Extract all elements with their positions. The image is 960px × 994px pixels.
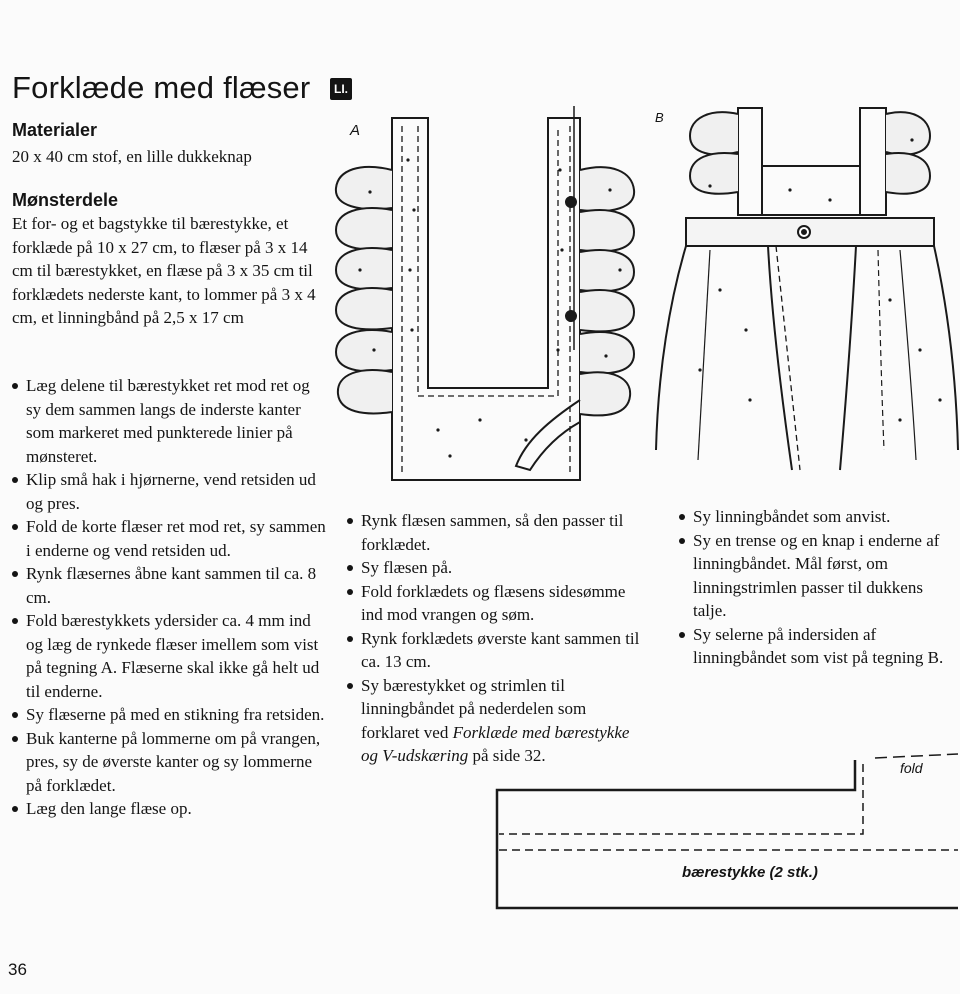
page-number: 36	[8, 960, 27, 979]
list-item: Sy flæsen på.	[345, 556, 645, 580]
list-item: Sy flæserne på med en stikning fra retsiden.	[10, 703, 328, 727]
step-text: Sy bærestykket og strimlen til linningbåndet på nederdelen som forklaret ved	[361, 675, 587, 742]
page-title: Forklæde med flæser	[12, 70, 311, 105]
step-text: på side 32.	[468, 746, 546, 765]
steps-list-column-1	[10, 374, 328, 821]
list-item: Fold forklædets og flæsens sidesømme ind mod vrangen og søm.	[345, 580, 645, 627]
illustration-b	[650, 100, 960, 500]
materials-text: 20 x 40 cm stof, en lille dukkeknap	[12, 147, 252, 166]
figure-b-label: B	[655, 110, 664, 125]
list-item: Fold bærestykkets ydersider ca. 4 mm ind og læg de rynkede flæser imellem som vist på tegning A. Flæserne skal ikke gå helt ud til enderne.	[10, 609, 328, 703]
list-item: Sy selerne på indersiden af linningbåndet som vist på tegning B.	[677, 623, 960, 670]
steps-list-column-2	[345, 509, 645, 768]
steps-list-column-3	[677, 505, 960, 670]
fold-label: fold	[900, 760, 923, 776]
pattern-piece-label: bærestykke (2 stk.)	[682, 864, 818, 881]
pattern-piece-bodice	[495, 750, 960, 915]
list-item: Buk kanterne på lommerne om på vrangen, pres, sy de øverste kanter og sy lommerne på forklædet.	[10, 727, 328, 798]
figure-a-label: A	[350, 122, 361, 139]
list-item: Læg den lange flæse op.	[10, 797, 328, 821]
list-item: Læg delene til bærestykket ret mod ret og sy dem sammen langs de inderste kanter som markeret med punkterede linier på mønsteret.	[10, 374, 328, 468]
list-item: Klip små hak i hjørnerne, vend retsiden ud og pres.	[10, 468, 328, 515]
cross-reference: Forklæde med bærestykke og V-udskæring	[361, 722, 630, 765]
list-item: Sy linningbåndet som anvist.	[677, 505, 960, 529]
list-item: Sy en trense og en knap i enderne af linningbåndet. Mål først, om linningstrimlen passer til dukkens talje.	[677, 529, 960, 623]
illustration-a	[330, 100, 650, 490]
pattern-parts-heading: Mønsterdele	[12, 190, 119, 210]
pattern-parts-text: Et for- og et bagstykke til bærestykke, et forklæde på 10 x 27 cm, to flæser på 3 x 14 cm til bærestykket, en flæse på 3 x 35 cm til forklædets nederste kant, to lommer på 3 x 4 cm, et linningbånd på 2,5 x 17 cm	[12, 214, 316, 327]
list-item: Rynk flæsernes åbne kant sammen til ca. 8 cm.	[10, 562, 328, 609]
list-item: Rynk flæsen sammen, så den passer til forklædet.	[345, 509, 645, 556]
difficulty-badge: LI.	[330, 78, 352, 100]
materials-heading: Materialer	[12, 120, 98, 140]
list-item: Fold de korte flæser ret mod ret, sy sammen i enderne og vend retsiden ud.	[10, 515, 328, 562]
list-item: Rynk forklædets øverste kant sammen til ca. 13 cm.	[345, 627, 645, 674]
